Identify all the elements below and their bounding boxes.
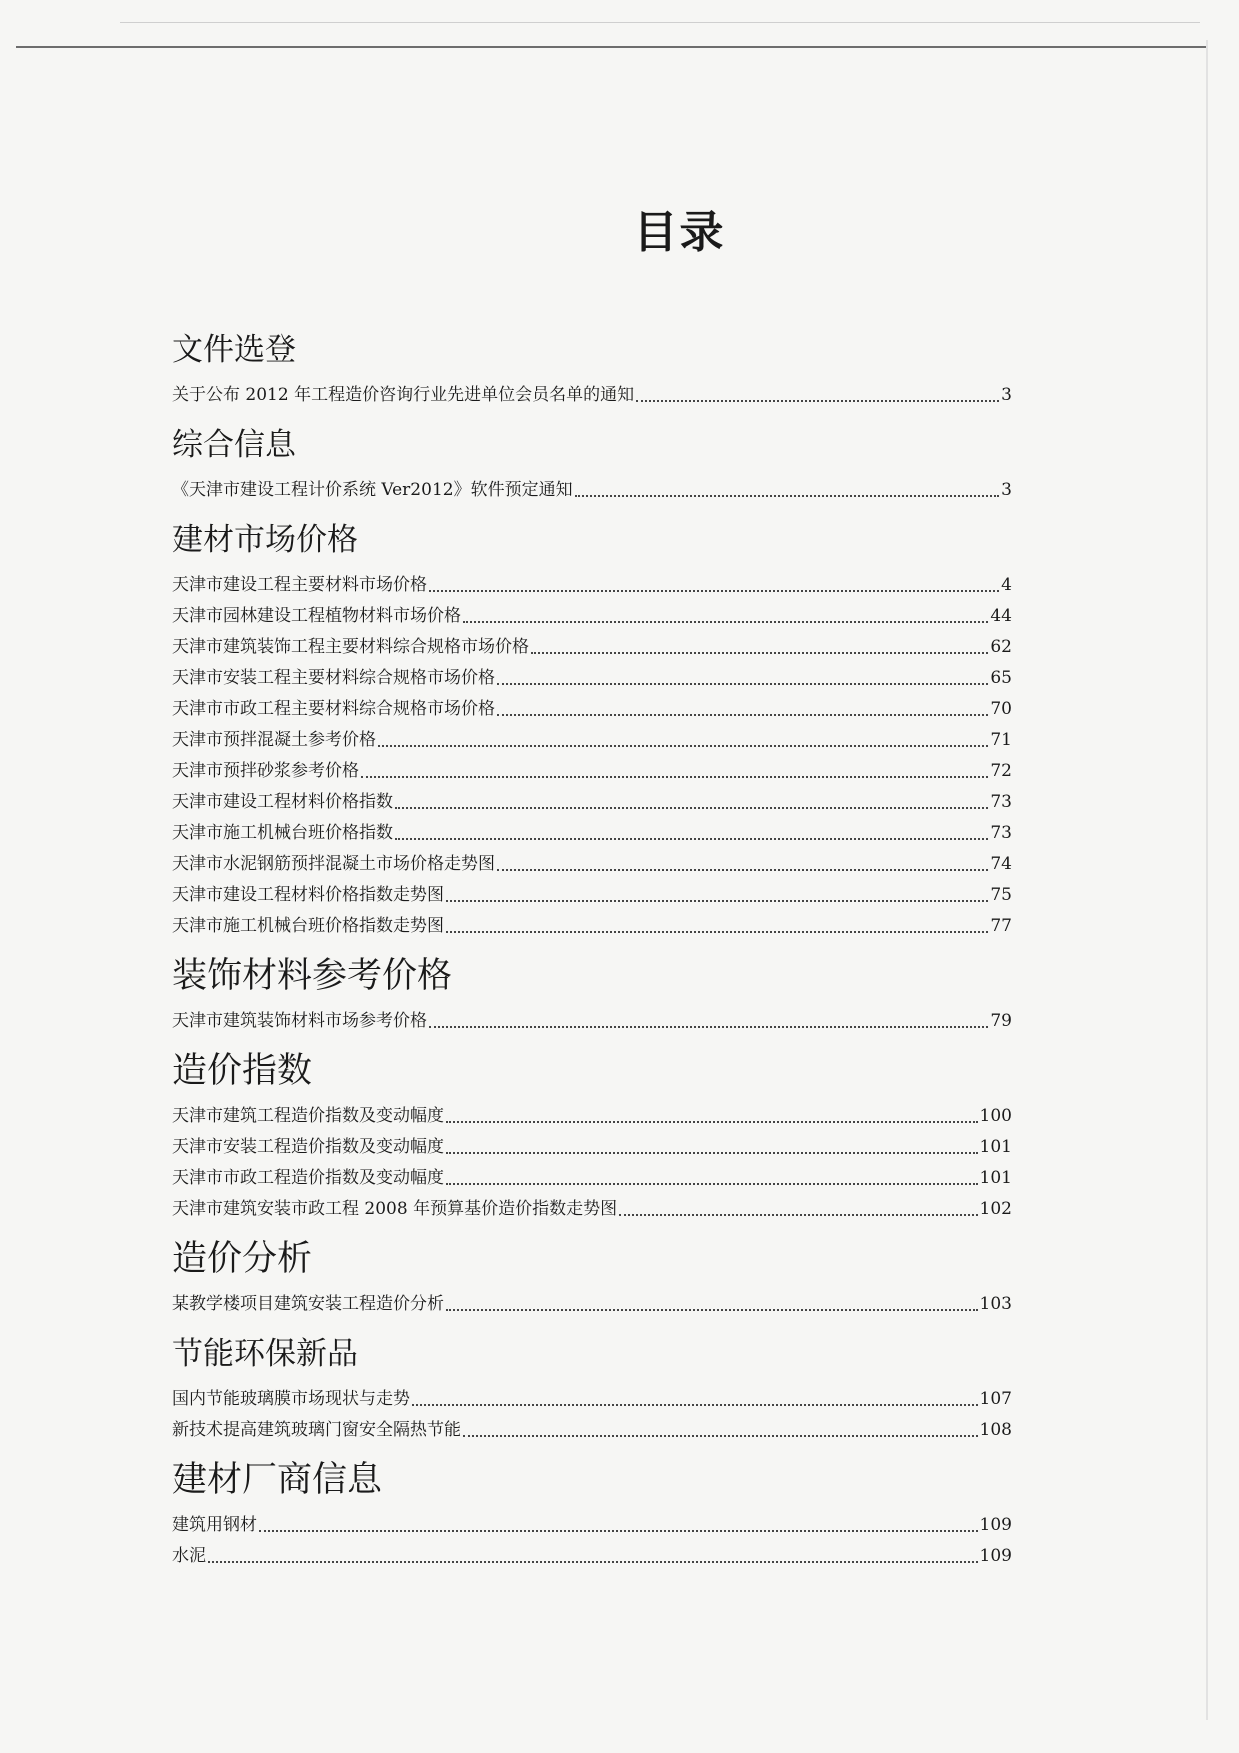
entry-title: 天津市预拌混凝土参考价格 <box>172 730 376 750</box>
dot-leader <box>463 1435 978 1437</box>
toc-entry[interactable] <box>172 849 1012 880</box>
toc-entry[interactable] <box>172 1541 1012 1572</box>
table-of-contents <box>172 330 1012 1578</box>
toc-entry[interactable] <box>172 570 1012 601</box>
toc-entry[interactable] <box>172 756 1012 787</box>
entry-title: 《天津市建设工程计价系统 Ver2012》软件预定通知 <box>172 480 573 500</box>
entry-page: 65 <box>990 668 1012 688</box>
toc-entry[interactable] <box>172 1101 1012 1132</box>
entry-page: 109 <box>979 1515 1012 1535</box>
toc-entry[interactable] <box>172 475 1012 506</box>
dot-leader <box>636 400 999 402</box>
entry-page: 79 <box>990 1011 1012 1031</box>
entry-page: 70 <box>990 699 1012 719</box>
dot-leader <box>446 1121 978 1123</box>
toc-entry[interactable] <box>172 1510 1012 1541</box>
toc-entry[interactable] <box>172 1132 1012 1163</box>
entry-title: 某教学楼项目建筑安装工程造价分析 <box>172 1294 444 1314</box>
toc-entry[interactable] <box>172 1289 1012 1320</box>
entry-page: 74 <box>990 854 1012 874</box>
dot-leader <box>446 1309 978 1311</box>
entry-page: 3 <box>1001 480 1012 500</box>
entry-page: 71 <box>990 730 1012 750</box>
toc-section <box>172 330 1012 411</box>
entry-title: 天津市建设工程材料价格指数 <box>172 792 393 812</box>
entry-page: 102 <box>979 1199 1012 1219</box>
entry-title: 天津市安装工程造价指数及变动幅度 <box>172 1137 444 1157</box>
entry-page: 101 <box>979 1168 1012 1188</box>
dot-leader <box>429 590 999 592</box>
toc-entry[interactable] <box>172 818 1012 849</box>
dot-leader <box>531 652 988 654</box>
entry-title: 天津市建筑装饰材料市场参考价格 <box>172 1011 427 1031</box>
dot-leader <box>497 683 988 685</box>
entry-title: 天津市建设工程材料价格指数走势图 <box>172 885 444 905</box>
dot-leader <box>446 900 988 902</box>
entry-page: 75 <box>990 885 1012 905</box>
entry-title: 国内节能玻璃膜市场现状与走势 <box>172 1389 410 1409</box>
entry-page: 109 <box>979 1546 1012 1566</box>
dot-leader <box>259 1530 978 1532</box>
toc-section <box>172 425 1012 506</box>
entry-title: 天津市施工机械台班价格指数 <box>172 823 393 843</box>
dot-leader <box>208 1561 978 1563</box>
entry-title: 天津市安装工程主要材料综合规格市场价格 <box>172 668 495 688</box>
entry-title: 天津市建筑装饰工程主要材料综合规格市场价格 <box>172 637 529 657</box>
dot-leader <box>446 931 988 933</box>
entry-page: 73 <box>990 823 1012 843</box>
dot-leader <box>361 776 988 778</box>
toc-section <box>172 1460 1012 1572</box>
dot-leader <box>497 714 988 716</box>
toc-entry[interactable] <box>172 380 1012 411</box>
dot-leader <box>446 1152 978 1154</box>
page-title: 目录 <box>633 207 726 258</box>
entry-title: 天津市预拌砂浆参考价格 <box>172 761 359 781</box>
entry-page: 4 <box>1001 575 1012 595</box>
dot-leader <box>395 807 988 809</box>
toc-entry[interactable] <box>172 880 1012 911</box>
dot-leader <box>395 838 988 840</box>
page-top-rule <box>16 46 1206 48</box>
section-heading: 建材市场价格 <box>172 522 358 558</box>
entry-title: 天津市市政工程主要材料综合规格市场价格 <box>172 699 495 719</box>
entry-title: 天津市水泥钢筋预拌混凝土市场价格走势图 <box>172 854 495 874</box>
entry-title: 天津市建筑工程造价指数及变动幅度 <box>172 1106 444 1126</box>
section-heading: 装饰材料参考价格 <box>172 956 453 996</box>
scan-right-edge <box>1206 40 1208 1720</box>
dot-leader <box>378 745 988 747</box>
entry-page: 100 <box>979 1106 1012 1126</box>
toc-section <box>172 520 1012 942</box>
dot-leader <box>446 1183 978 1185</box>
entry-page: 107 <box>979 1389 1012 1409</box>
entry-title: 建筑用钢材 <box>172 1515 257 1535</box>
section-heading: 建材厂商信息 <box>172 1460 383 1500</box>
toc-entry[interactable] <box>172 787 1012 818</box>
entry-page: 3 <box>1001 385 1012 405</box>
scan-edge-line <box>120 22 1200 23</box>
section-heading: 造价分析 <box>172 1239 313 1279</box>
toc-entry[interactable] <box>172 911 1012 942</box>
entry-page: 77 <box>990 916 1012 936</box>
section-heading: 节能环保新品 <box>172 1336 358 1372</box>
entry-page: 73 <box>990 792 1012 812</box>
entry-page: 72 <box>990 761 1012 781</box>
entry-title: 天津市建设工程主要材料市场价格 <box>172 575 427 595</box>
dot-leader <box>412 1404 978 1406</box>
entry-title: 关于公布 2012 年工程造价咨询行业先进单位会员名单的通知 <box>172 385 635 405</box>
dot-leader <box>497 869 988 871</box>
toc-entry[interactable] <box>172 725 1012 756</box>
dot-leader <box>429 1026 988 1028</box>
toc-entry[interactable] <box>172 1163 1012 1194</box>
toc-entry[interactable] <box>172 1194 1012 1225</box>
toc-entry[interactable] <box>172 694 1012 725</box>
toc-section <box>172 1051 1012 1225</box>
entry-title: 天津市园林建设工程植物材料市场价格 <box>172 606 461 626</box>
entry-title: 天津市建筑安装市政工程 2008 年预算基价造价指数走势图 <box>172 1199 618 1219</box>
entry-title: 水泥 <box>172 1546 206 1566</box>
section-heading: 文件选登 <box>172 332 296 368</box>
section-heading: 造价指数 <box>172 1051 313 1091</box>
toc-entry[interactable] <box>172 663 1012 694</box>
entry-page: 44 <box>990 606 1012 626</box>
toc-entry[interactable] <box>172 1006 1012 1037</box>
dot-leader <box>575 495 1000 497</box>
entry-page: 101 <box>979 1137 1012 1157</box>
toc-entry[interactable] <box>172 1415 1012 1446</box>
toc-entry[interactable] <box>172 1384 1012 1415</box>
section-heading: 综合信息 <box>172 427 296 463</box>
dot-leader <box>463 621 988 623</box>
entry-title: 新技术提高建筑玻璃门窗安全隔热节能 <box>172 1420 461 1440</box>
dot-leader <box>619 1214 977 1216</box>
entry-page: 108 <box>979 1420 1012 1440</box>
entry-page: 103 <box>979 1294 1012 1314</box>
toc-section <box>172 956 1012 1037</box>
entry-title: 天津市施工机械台班价格指数走势图 <box>172 916 444 936</box>
toc-section <box>172 1239 1012 1320</box>
entry-page: 62 <box>990 637 1012 657</box>
toc-section <box>172 1334 1012 1446</box>
toc-entry[interactable] <box>172 632 1012 663</box>
entry-title: 天津市市政工程造价指数及变动幅度 <box>172 1168 444 1188</box>
toc-entry[interactable] <box>172 601 1012 632</box>
